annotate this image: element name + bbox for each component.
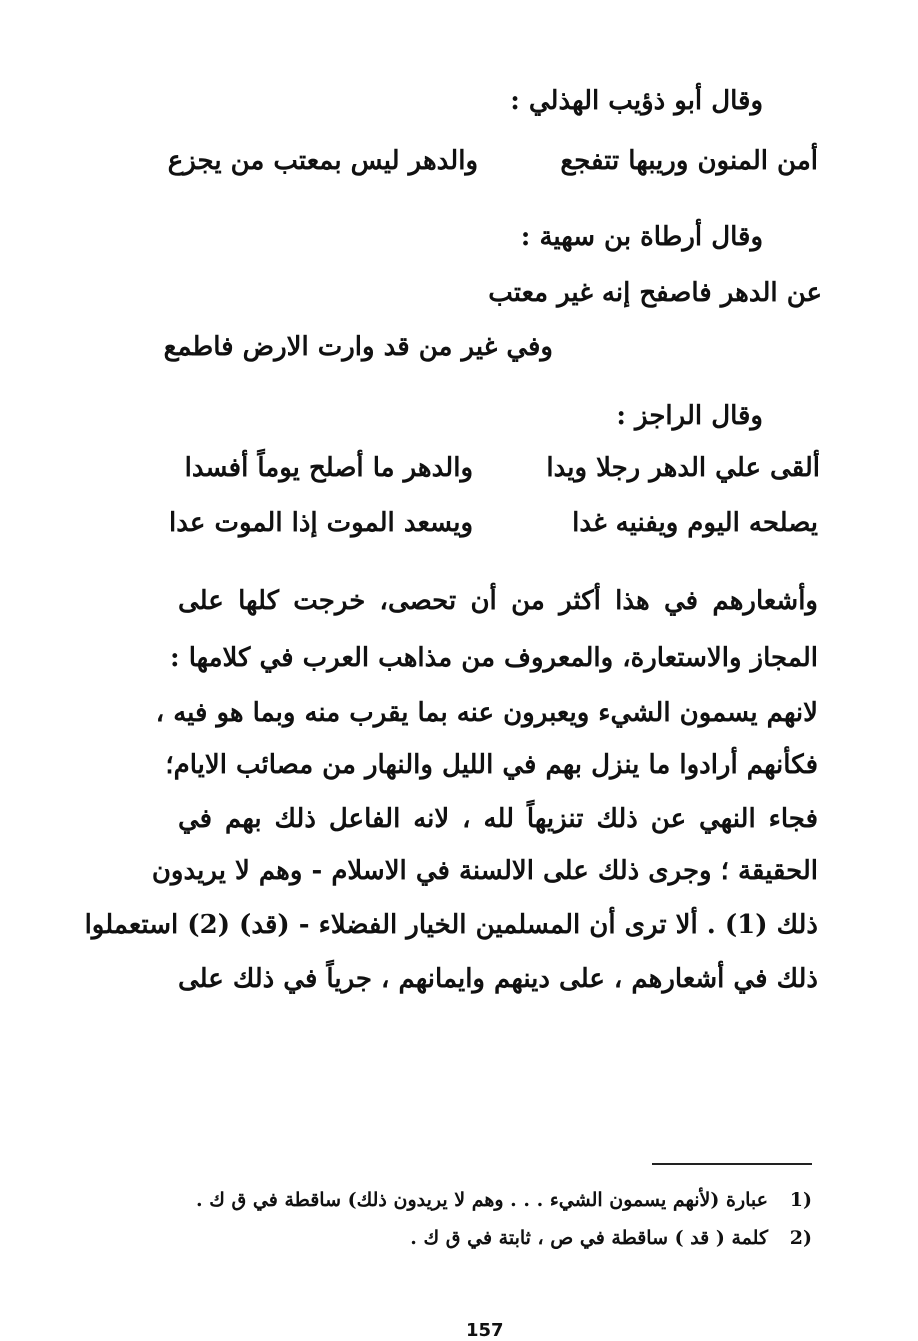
prose-line: ذلك في أشعارهم ، على دينهم وايمانهم ، جرياً في ذلك على xyxy=(177,964,818,994)
intro-line-2: وقال أرطاة بن سهية : xyxy=(520,222,763,252)
prose-line: الحقيقة ؛ وجرى ذلك على الالسنة في الاسلام - وهم لا يريدون xyxy=(151,856,818,886)
verse-3b-first-hemistich: يصلحه اليوم ويفنيه غدا xyxy=(572,508,818,538)
verse-3a-second-hemistich: والدهر ما أصلح يوماً أفسدا xyxy=(184,453,473,483)
verse-3b-second-hemistich: ويسعد الموت إذا الموت عدا xyxy=(169,508,473,538)
footnote-2-number: 2) xyxy=(789,1227,812,1249)
page-number: 157 xyxy=(466,1320,504,1341)
prose-line: فجاء النهي عن ذلك تنزيهاً لله ، لانه الفاعل ذلك بهم في xyxy=(178,804,818,834)
prose-line: ذلك (1) . ألا ترى أن المسلمين الخيار الفضلاء - (قد) (2) استعملوا xyxy=(84,910,818,940)
footnote-1-number: 1) xyxy=(789,1189,812,1211)
verse-2-first-hemistich: عن الدهر فاصفح إنه غير معتب xyxy=(488,278,822,308)
prose-line: المجاز والاستعارة، والمعروف من مذاهب العرب في كلامها : xyxy=(170,643,818,673)
verse-2-second-hemistich: وفي غير من قد وارت الارض فاطمع xyxy=(163,332,553,362)
intro-line-1: وقال أبو ذؤيب الهذلي : xyxy=(510,86,763,116)
verse-1-first-hemistich: أمن المنون وريبها تتفجع xyxy=(560,146,818,176)
footnote-separator xyxy=(652,1163,812,1165)
intro-line-3: وقال الراجز : xyxy=(616,401,763,431)
verse-3a-first-hemistich: ألقى علي الدهر رجلا ويدا xyxy=(546,453,820,483)
footnote-2: كلمة ( قد ) ساقطة في ص ، ثابتة في ق ك . xyxy=(410,1227,768,1249)
prose-line: وأشعارهم في هذا أكثر من أن تحصى، خرجت كلها على xyxy=(178,586,818,616)
footnote-1: عبارة (لأنهم يسمون الشيء . . . وهم لا يريدون ذلك) ساقطة في ق ك . xyxy=(196,1189,768,1211)
prose-line: لانهم يسمون الشيء ويعبرون عنه بما يقرب منه وبما هو فيه ، xyxy=(155,698,818,728)
prose-line: فكأنهم أرادوا ما ينزل بهم في الليل والنهار من مصائب الايام؛ xyxy=(165,750,818,780)
verse-1-second-hemistich: والدهر ليس بمعتب من يجزع xyxy=(167,146,478,176)
